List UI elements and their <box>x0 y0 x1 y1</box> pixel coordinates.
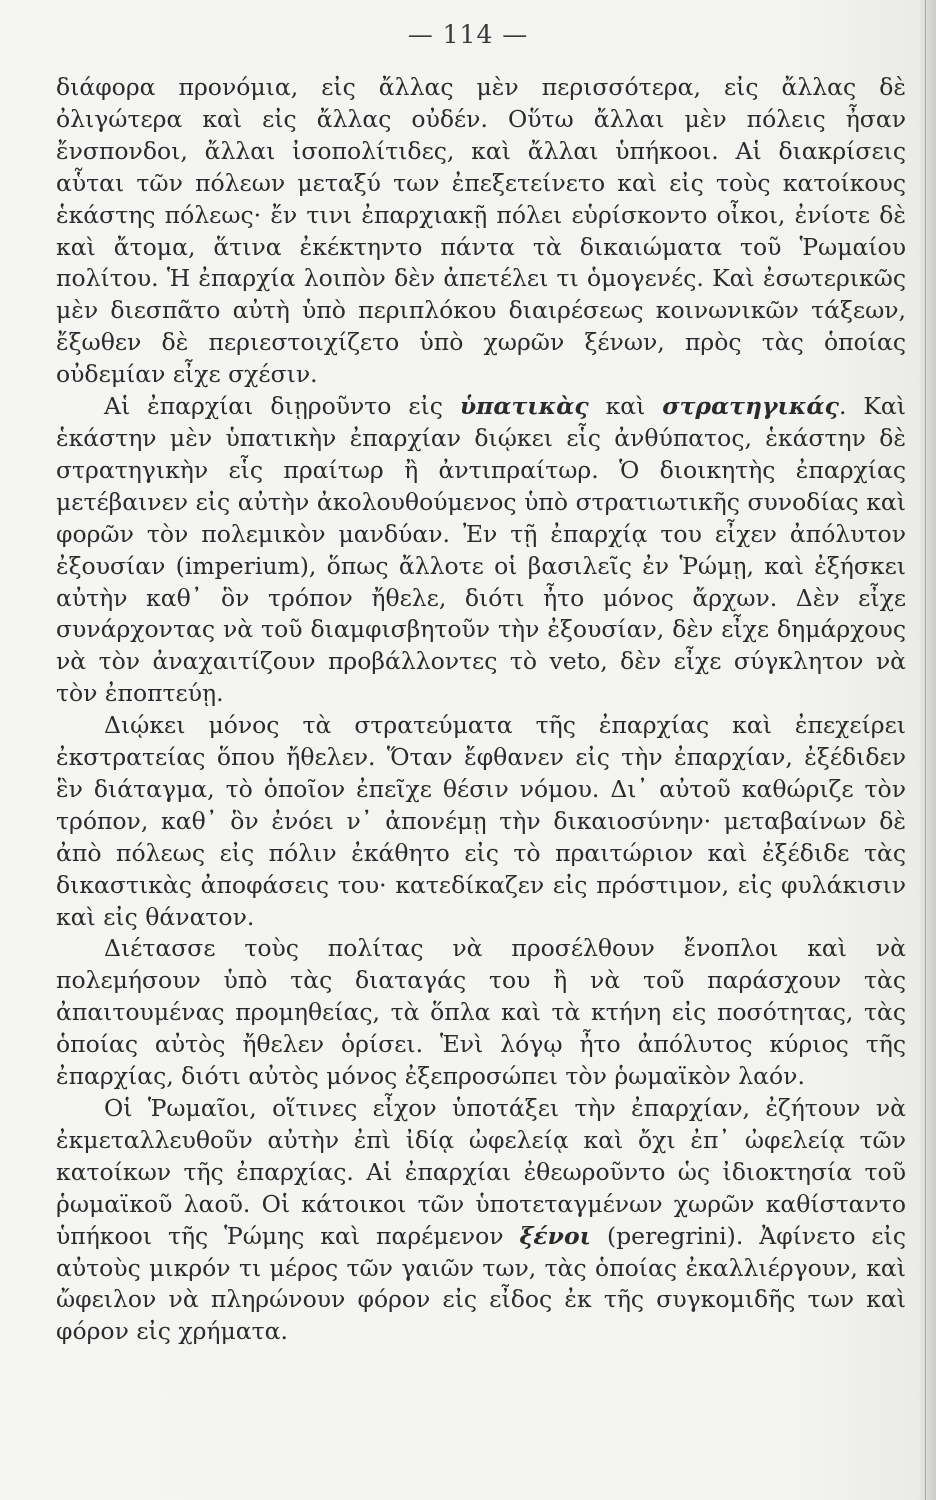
emphasized-term: στρατηγικάς <box>662 392 839 421</box>
page-edge <box>925 0 926 1500</box>
page-binding-shadow <box>918 0 936 1500</box>
text-segment: καὶ <box>588 392 663 421</box>
text-segment: διάφορα προνόμια, εἰς ἄλλας μὲν περισσότερα, εἰς ἄλλας δὲ ὀλιγώτερα καὶ εἰς ἄλλας οὐδέν. Οὕτω ἄλλαι μὲν πόλεις ἦσαν ἔνσπονδοι, ἄλλαι ἰσοπολίτιδες, καὶ ἄλλαι ὑπήκοοι. Αἱ διακρίσεις αὗται τῶν πόλεων μεταξύ των ἐπεξετείνετο καὶ εἰς τοὺς κατοίκους ἑκάστης πόλεως· ἔν τινι ἐπαρχιακῇ πόλει εὑρίσκοντο οἶκοι, ἐνίοτε δὲ καὶ ἄτομα, ἅτινα ἐκέκτηντο πάντα τὰ δικαιώματα τοῦ Ῥωμαίου πολίτου. Ἡ ἐπαρχία λοιπὸν δὲν ἀπετέλει τι ὁμογενές. Καὶ ἐσωτερικῶς μὲν διεσπᾶτο αὐτὴ ὑπὸ περιπλόκου διαιρέσεως κοινωνικῶν τάξεων, ἔξωθεν δὲ περιεστοιχίζετο ὑπὸ χωρῶν ξένων, πρὸς τὰς ὁποίας οὐδεμίαν εἶχε σχέσιν. <box>56 73 906 389</box>
paragraph <box>56 1093 906 1348</box>
body-text <box>56 72 906 1348</box>
emphasized-term: ξένοι <box>519 1221 592 1250</box>
text-segment: Αἱ ἐπαρχίαι διῃροῦντο εἰς <box>104 392 460 421</box>
text-segment: Διέτασσε τοὺς πολίτας νὰ προσέλθουν ἔνοπλοι καὶ νὰ πολεμήσουν ὑπὸ τὰς διαταγάς του ἢ νὰ τοῦ παράσχουν τὰς ἀπαιτουμένας προμηθείας, τὰ ὅπλα καὶ τὰ κτήνη εἰς ποσότητας, τὰς ὁποίας αὐτὸς ἤθελεν ὁρίσει. Ἑνὶ λόγῳ ἦτο ἀπόλυτος κύριος τῆς ἐπαρχίας, διότι αὐτὸς μόνος ἐξεπροσώπει τὸν ῥωμαϊκὸν λαόν. <box>56 934 906 1091</box>
page-number: — 114 — <box>407 20 529 49</box>
paragraph <box>56 391 906 710</box>
text-segment: (peregrini). Ἀφίνετο εἰς αὐτοὺς μικρόν τι μέρος τῶν γαιῶν των, τὰς ὁποίας ἐκαλλιέργουν, καὶ ὤφειλον νὰ πληρώνουν φόρον εἰς εἶδος ἐκ τῆς συγκομιδῆς των καὶ φόρον εἰς χρήματα. <box>56 1221 906 1346</box>
paragraph <box>56 72 906 391</box>
paragraph <box>56 710 906 933</box>
text-segment: Οἱ Ῥωμαῖοι, οἵτινες εἶχον ὑποτάξει τὴν ἐπαρχίαν, ἐζήτουν νὰ ἐκμεταλλευθοῦν αὐτὴν ἐπὶ ἰδίᾳ ὠφελείᾳ καὶ ὄχι ἐπ᾽ ὠφελείᾳ τῶν κατοίκων τῆς ἐπαρχίας. Αἱ ἐπαρχίαι ἐθεωροῦντο ὡς ἰδιοκτησία τοῦ ῥωμαϊκοῦ λαοῦ. Οἱ κάτοικοι τῶν ὑποτεταγμένων χωρῶν καθίσταντο ὑπήκοοι τῆς Ῥώμης καὶ παρέμενον <box>56 1094 906 1250</box>
emphasized-term: ὑπατικὰς <box>459 392 589 421</box>
paragraph <box>56 933 906 1093</box>
text-segment: Διῴκει μόνος τὰ στρατεύματα τῆς ἐπαρχίας καὶ ἐπεχείρει ἐκστρατείας ὅπου ἤθελεν. Ὅταν ἔφθανεν εἰς τὴν ἐπαρχίαν, ἐξέδιδεν ἓν διάταγμα, τὸ ὁποῖον ἐπεῖχε θέσιν νόμου. Δι᾽ αὐτοῦ καθώριζε τὸν τρόπον, καθ᾽ ὃν ἐνόει ν᾽ ἀπονέμῃ τὴν δικαιοσύνην· μεταβαίνων δὲ ἀπὸ πόλεως εἰς πόλιν ἐκάθητο εἰς τὸ πραιτώριον καὶ ἐξέδιδε τὰς δικαστικὰς ἀποφάσεις του· κατεδίκαζεν εἰς πρόστιμον, εἰς φυλάκισιν καὶ εἰς θάνατον. <box>56 711 906 931</box>
text-segment: . Καὶ ἑκάστην μὲν ὑπατικὴν ἐπαρχίαν διῴκει εἷς ἀνθύπατος, ἑκάστην δὲ στρατηγικὴν εἷς πραίτωρ ἢ ἀντιπραίτωρ. Ὁ διοικητὴς ἐπαρχίας μετέβαινεν εἰς αὐτὴν ἀκολουθούμενος ὑπὸ στρατιωτικῆς συνοδίας καὶ φορῶν τὸν πολεμικὸν μανδύαν. Ἐν τῇ ἐπαρχίᾳ του εἶχεν ἀπόλυτον ἐξουσίαν (imperium), ὅπως ἄλλοτε οἱ βασιλεῖς ἐν Ῥώμῃ, καὶ ἐξήσκει αὐτὴν καθ᾽ ὃν τρόπον ἤθελε, διότι ἦτο μόνος ἄρχων. Δὲν εἶχε συνάρχοντας νὰ τοῦ διαμφισβητοῦν τὴν ἐξουσίαν, δὲν εἶχε δημάρχους νὰ τὸν ἀναχαιτίζουν προβάλλοντες τὸ veto, δὲν εἶχε σύγκλητον νὰ τὸν ἐποπτεύῃ. <box>56 392 906 708</box>
